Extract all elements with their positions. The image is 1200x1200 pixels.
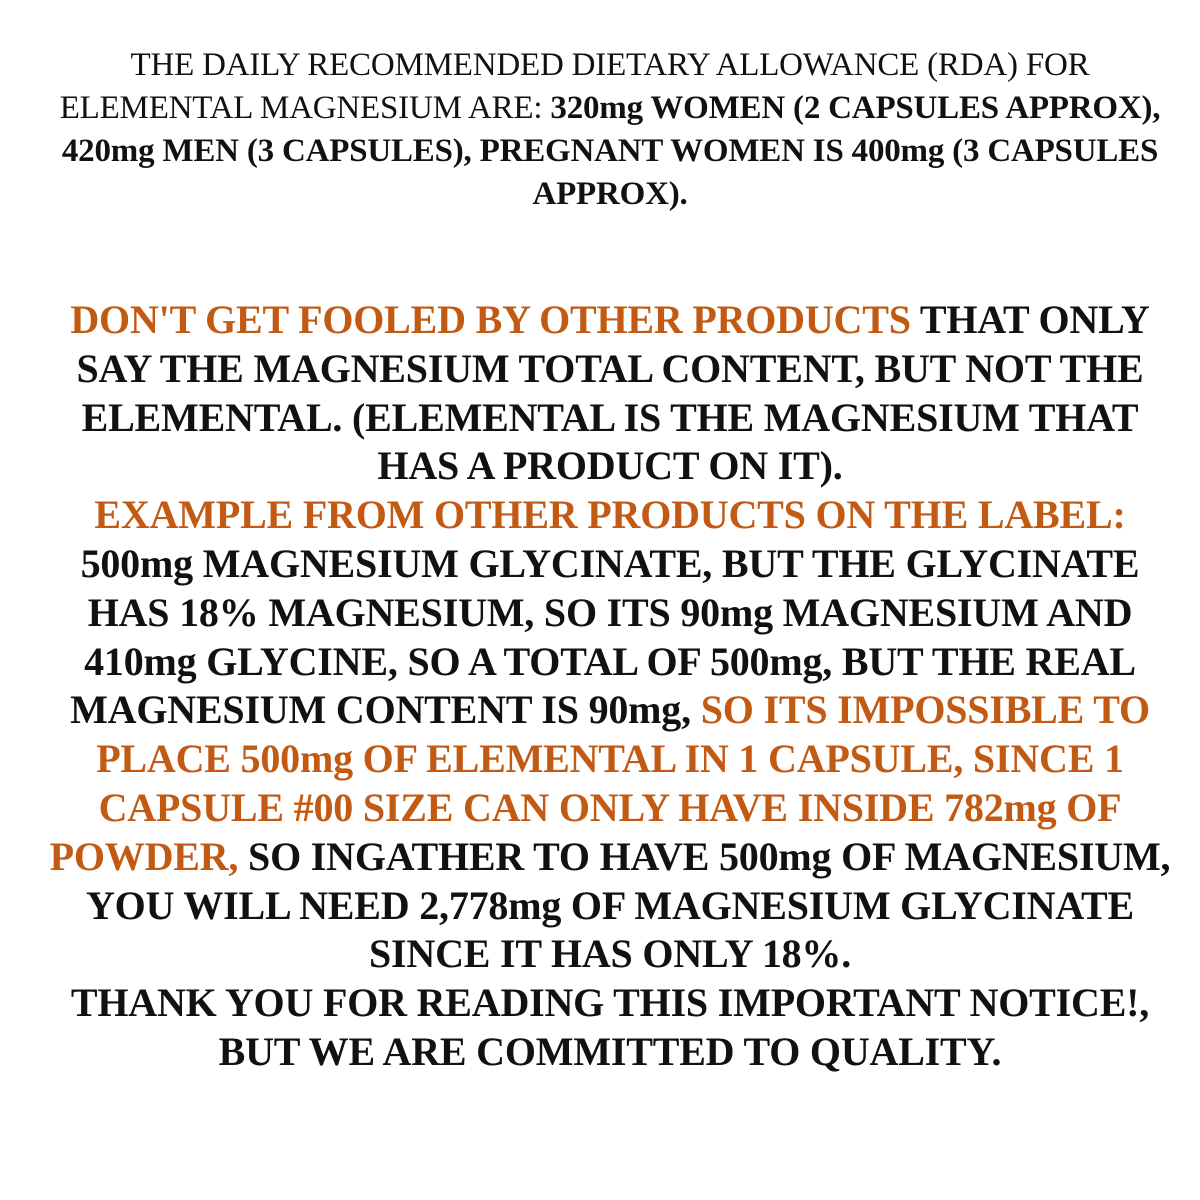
rda-paragraph: [40, 44, 1180, 216]
rda-intro-text: THE DAILY RECOMMENDED DIETARY ALLOWANCE (RDA) FOR ELEMENTAL MAGNESIUM ARE:: [59, 47, 1090, 126]
warning-highlight-fooled: DON'T GET FOOLED BY OTHER PRODUCTS: [70, 297, 911, 342]
closing-text: THANK YOU FOR READING THIS IMPORTANT NOTICE!, BUT WE ARE COMMITTED TO QUALITY.: [70, 980, 1150, 1074]
warning-highlight-impossible: SO ITS IMPOSSIBLE TO PLACE 500mg OF ELEMENTAL IN 1 CAPSULE, SINCE 1 CAPSULE #00 SIZE CAN ONLY HAVE INSIDE 782mg OF POWDER,: [49, 687, 1150, 879]
warning-text-glycinate: 500mg MAGNESIUM GLYCINATE, BUT THE GLYCINATE HAS 18% MAGNESIUM, SO ITS 90mg MAGNESIUM AND 410mg GLYCINE, SO A TOTAL OF 500mg, BUT THE REAL MAGNESIUM CONTENT IS 90mg,: [70, 540, 1140, 733]
rda-values-text: 320mg WOMEN (2 CAPSULES APPROX), 420mg MEN (3 CAPSULES), PREGNANT WOMEN IS 400mg (3 CAPSULES APPROX).: [61, 90, 1161, 212]
warning-paragraph: [40, 296, 1180, 1077]
warning-highlight-example: EXAMPLE FROM OTHER PRODUCTS ON THE LABEL:: [94, 492, 1126, 538]
warning-text-elemental: THAT ONLY SAY THE MAGNESIUM TOTAL CONTENT, BUT NOT THE ELEMENTAL. (ELEMENTAL IS THE MAGNESIUM THAT HAS A PRODUCT ON IT).: [76, 297, 1150, 489]
warning-text-need: SO INGATHER TO HAVE 500mg OF MAGNESIUM, YOU WILL NEED 2,778mg OF MAGNESIUM GLYCINATE SINCE IT HAS ONLY 18%.: [86, 833, 1171, 977]
